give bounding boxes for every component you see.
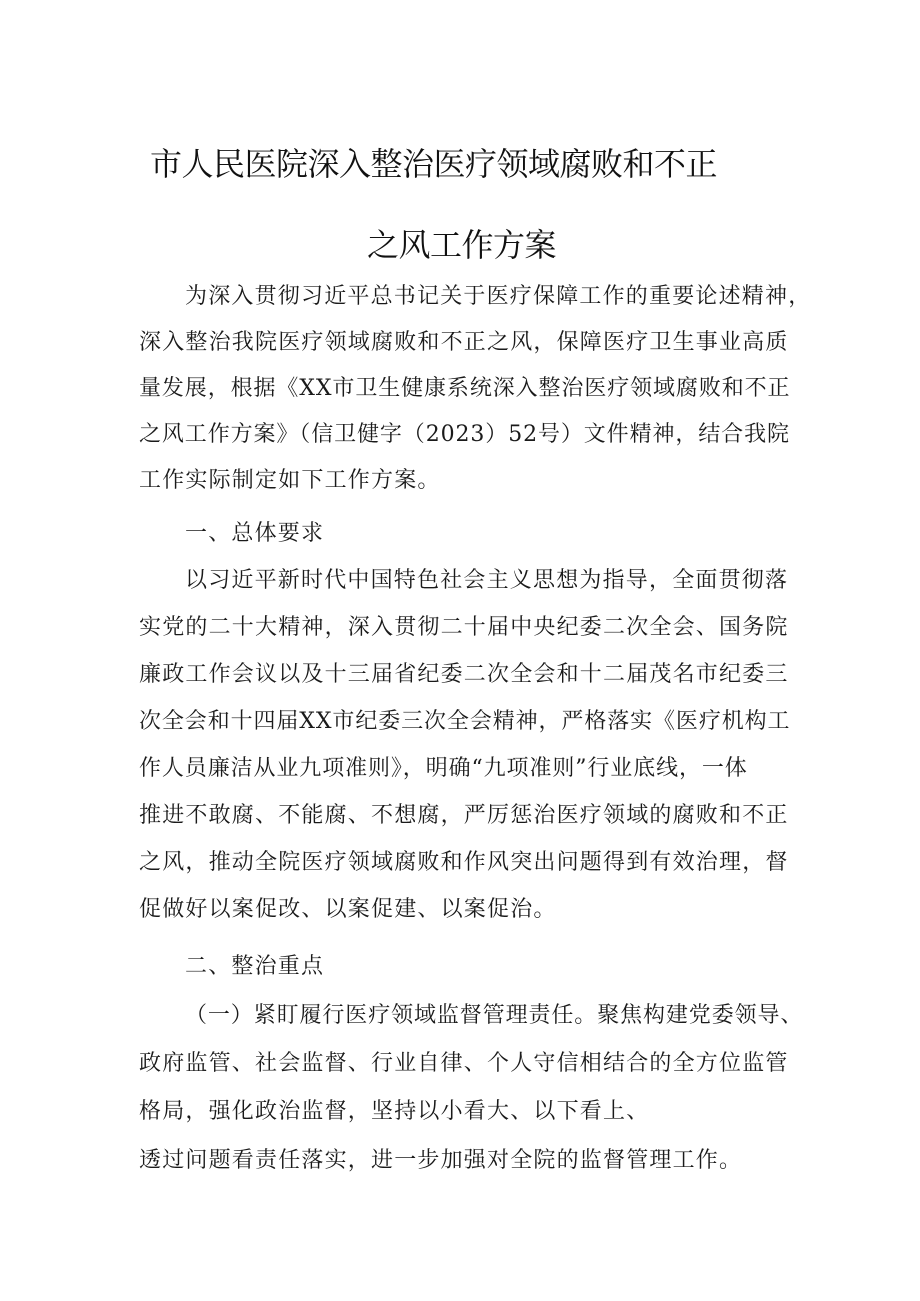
section-1-line: 以习近平新时代中国特色社会主义思想为指导，全面贯彻落 [185, 568, 789, 593]
section-1-line: 作人员廉洁从业九项准则》，明确“九项准则”行业底线，一体 [139, 756, 748, 781]
document-title-line-1: 市人民医院深入整治医疗领域腐败和不正 [150, 145, 718, 183]
section-heading: 一、总体要求 [185, 521, 325, 546]
section-2-line: （一）紧盯履行医疗领域监督管理责任。聚焦构建党委领导、 [185, 1003, 804, 1028]
section-2-line: 政府监管、社会监督、行业自律、个人守信相结合的全方位监管 [139, 1051, 789, 1076]
section-heading: 二、整治重点 [185, 954, 325, 979]
intro-line: 工作实际制定如下工作方案。 [139, 468, 441, 493]
section-1-line: 促做好以案促改、以案促建、以案促治。 [139, 897, 557, 922]
section-1-line: 之风，推动全院医疗领域腐败和作风突出问题得到有效治理，督 [139, 850, 789, 875]
intro-line: 之风工作方案》（信卫健字（2023）52号）文件精神，结合我院 [139, 422, 790, 447]
document-title-line-2: 之风工作方案 [367, 226, 557, 264]
section-2-line: 格局，强化政治监督，坚持以小看大、以下看上、 [139, 1099, 650, 1124]
section-1-line: 实党的二十大精神，深入贯彻二十届中央纪委二次全会、国务院 [139, 615, 789, 640]
section-2-line: 透过问题看责任落实，进一步加强对全院的监督管理工作。 [139, 1148, 743, 1173]
intro-line: 量发展，根据《XX市卫生健康系统深入整治医疗领域腐败和不正 [139, 376, 791, 401]
intro-line: 为深入贯彻习近平总书记关于医疗保障工作的重要论述精神， [185, 284, 812, 309]
section-1-line: 廉政工作会议以及十三届省纪委二次全会和十二届茂名市纪委三 [139, 662, 789, 687]
section-1-line: 推进不敢腐、不能腐、不想腐，严厉惩治医疗领域的腐败和不正 [139, 803, 789, 828]
intro-line: 深入整治我院医疗领域腐败和不正之风，保障医疗卫生事业高质 [139, 330, 789, 355]
section-1-line: 次全会和十四届XX市纪委三次全会精神，严格落实《医疗机构工 [139, 709, 791, 734]
